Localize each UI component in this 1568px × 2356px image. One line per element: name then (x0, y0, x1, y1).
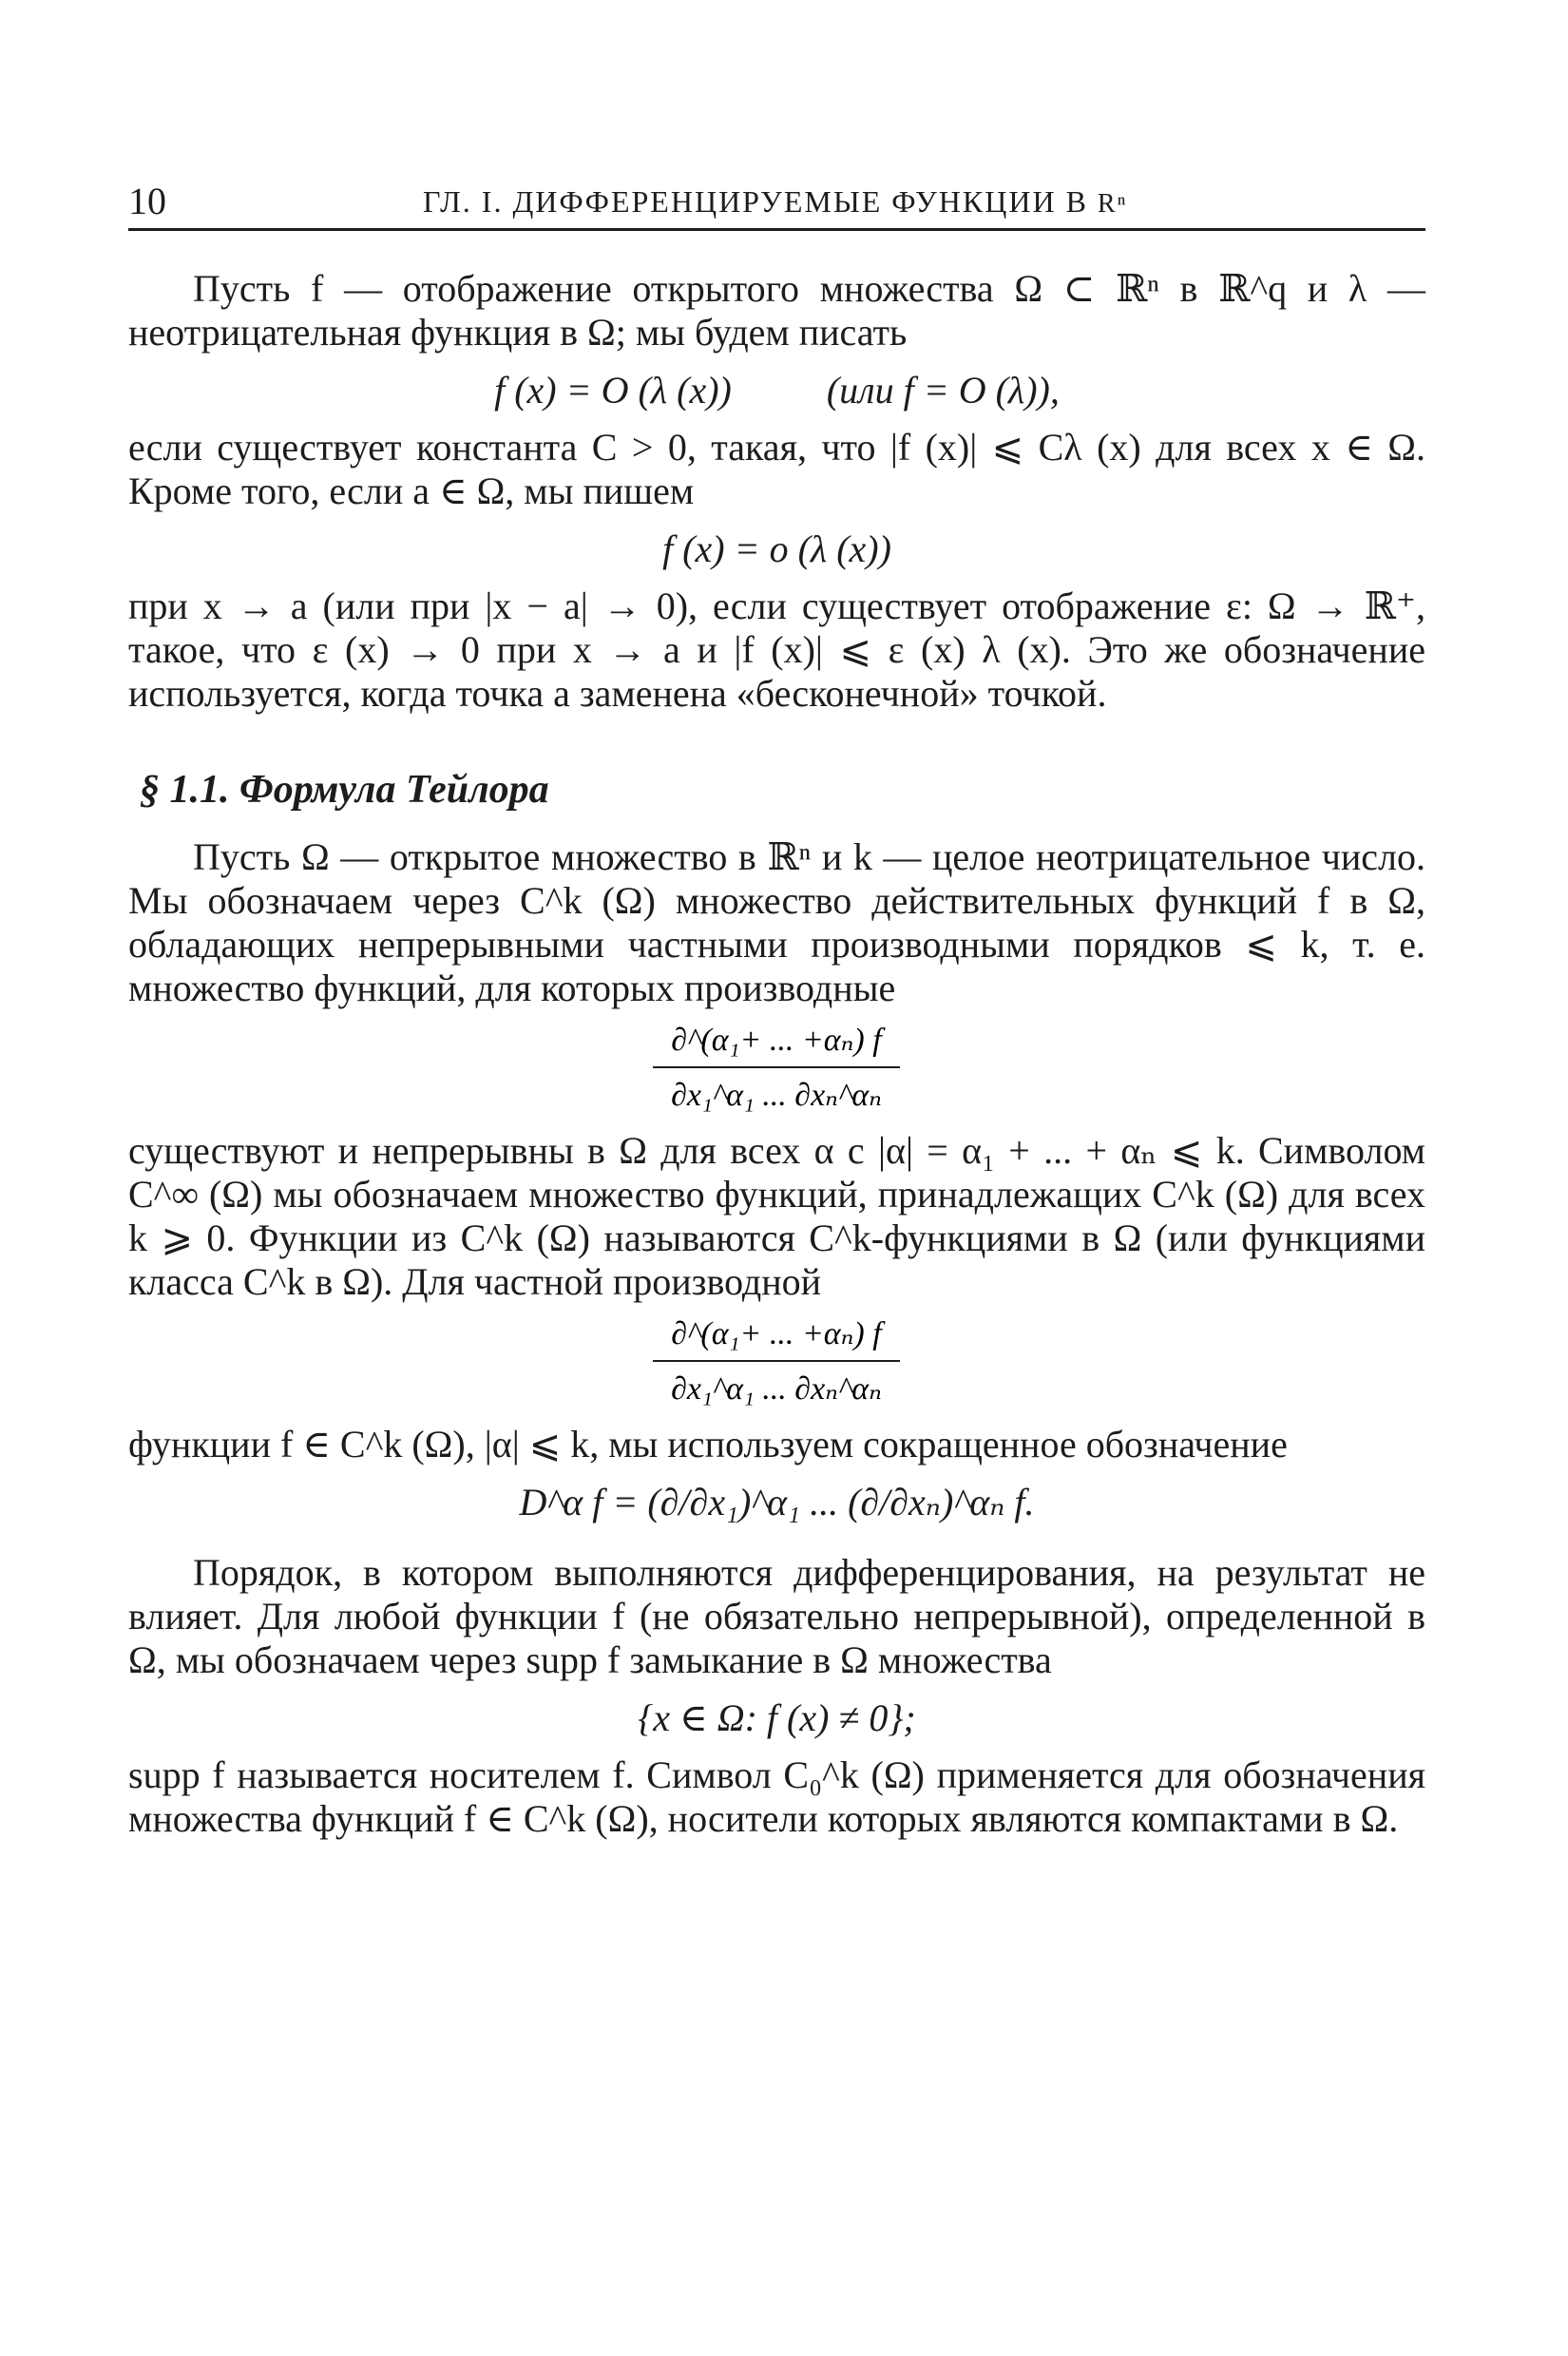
formula-little-o: f (x) = o (λ (x)) (662, 527, 891, 570)
running-title-text: ГЛ. I. ДИФФЕРЕНЦИРУЕМЫЕ ФУНКЦИИ В (423, 184, 1088, 219)
section-paragraph-2: существуют и непрерывны в Ω для всех α с |α| = α₁ + ... + αₙ ⩽ k. Символом C^∞ (Ω) мы обозначаем множество функций, принадлежащих C^k (Ω) для всех k ⩾ 0. Функции из C^k (Ω) называются C^k-функциями в Ω (или функциями класса C^k в Ω). Для частной производной (128, 1129, 1425, 1303)
page-number: 10 (128, 180, 166, 222)
section-heading: § 1.1. Формула Тейлора (140, 768, 549, 812)
fraction-1-denominator: ∂x₁^α₁ ... ∂xₙ^αₙ (671, 1078, 882, 1113)
partial-derivative-fraction-2 (128, 1304, 1425, 1418)
section-paragraph-3: функции f ∈ C^k (Ω), |α| ⩽ k, мы используем сокращенное обозначение (128, 1423, 1288, 1465)
fraction-1-numerator: ∂^(α₁+ ... +αₙ) f (671, 1023, 882, 1058)
running-title-rn: Rⁿ (1097, 189, 1128, 219)
section-paragraph-4: Порядок, в котором выполняются дифференцирования, на результат не влияет. Для любой функции f (не обязательно непрерывной), определенной в Ω, мы обозначаем через supp f замыкание в Ω множества (128, 1551, 1425, 1681)
intro-paragraph-2: если существует константа C > 0, такая, что |f (x)| ⩽ Cλ (x) для всех x ∈ Ω. Кроме того, если a ∈ Ω, мы пишем (128, 426, 1425, 512)
fraction-2-denominator: ∂x₁^α₁ ... ∂xₙ^αₙ (671, 1371, 882, 1407)
intro-paragraph-1: Пусть f — отображение открытого множества Ω ⊂ ℝⁿ в ℝ^q и λ — неотрицательная функция в Ω; мы будем писать (128, 267, 1425, 354)
section-paragraph-1: Пусть Ω — открытое множество в ℝⁿ и k — целое неотрицательное число. Мы обозначаем через C^k (Ω) множество действительных функций f в Ω, обладающих непрерывными частными производными порядков ⩽ k, т. е. множество функций, для которых производные (128, 835, 1425, 1009)
formula-d-alpha: D^α f = (∂/∂x₁)^α₁ ... (∂/∂xₙ)^αₙ f. (519, 1481, 1035, 1523)
running-head (128, 171, 1425, 231)
formula-big-o: f (x) = O (λ (x)) (или f = O (λ)), (494, 369, 1060, 412)
fraction-2-numerator: ∂^(α₁+ ... +αₙ) f (671, 1316, 882, 1351)
running-title (423, 184, 1127, 220)
partial-derivative-fraction-1 (128, 1010, 1425, 1124)
section-paragraph-5: supp f называется носителем f. Символ C₀^k (Ω) применяется для обозначения множества функций f ∈ C^k (Ω), носители которых являются компактами в Ω. (128, 1753, 1425, 1840)
book-page (128, 171, 1425, 1841)
intro-paragraph-3: при x → a (или при |x − a| → 0), если существует отображение ε: Ω → ℝ⁺, такое, что ε (x) → 0 при x → a и |f (x)| ⩽ ε (x) λ (x). Это же обозначение используется, когда точка a заменена «бесконечной» точкой. (128, 584, 1425, 715)
formula-support-set: {x ∈ Ω: f (x) ≠ 0}; (638, 1696, 916, 1739)
